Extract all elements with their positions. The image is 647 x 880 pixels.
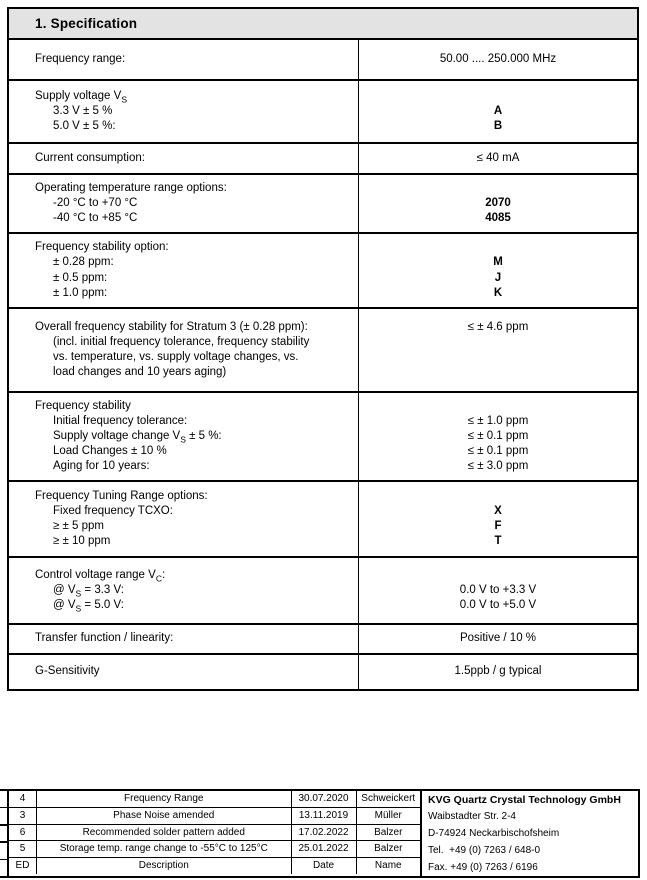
- company-address-block: [420, 791, 638, 876]
- revision-name: Balzer: [374, 843, 403, 855]
- spec-row-g-sensitivity: [9, 653, 637, 689]
- revision-row: [9, 791, 420, 807]
- revision-row: [9, 807, 420, 824]
- spec-label: Frequency Tuning Range options:: [35, 489, 208, 502]
- spec-value: ≤ ± 0.1 ppm: [467, 429, 529, 442]
- revision-date: 30.07.2020: [292, 791, 357, 807]
- spec-label: Current consumption:: [35, 151, 145, 164]
- spec-row-frequency-stability: [9, 391, 637, 480]
- spec-value-code: M: [493, 256, 503, 269]
- revision-ed: 3: [9, 808, 37, 824]
- spec-label: G-Sensitivity: [35, 665, 100, 678]
- revision-table: [7, 789, 640, 878]
- spec-value: ≤ ± 3.0 ppm: [467, 460, 529, 473]
- spec-row-control-voltage-range: [9, 556, 637, 623]
- spec-label: Operating temperature range options:: [35, 181, 227, 194]
- revision-ed: 6: [9, 825, 37, 841]
- spec-sublabel: (incl. initial frequency tolerance, frequency stability: [53, 335, 310, 348]
- revision-header-row: [9, 857, 420, 874]
- spec-sublabel: -20 °C to +70 °C: [53, 196, 138, 209]
- spec-value: 1.5ppb / g typical: [454, 665, 542, 678]
- revision-name: Schweickert: [361, 793, 416, 804]
- spec-sublabel: ± 0.28 ppm:: [53, 256, 114, 269]
- edge-line: [0, 876, 8, 878]
- spec-label: Frequency stability: [35, 399, 131, 412]
- spec-value-code: 4085: [485, 212, 511, 225]
- spec-value-code: A: [493, 104, 503, 117]
- revision-row: [9, 840, 420, 857]
- revision-row: [9, 824, 420, 841]
- spec-sublabel: Load Changes ± 10 %: [53, 445, 167, 458]
- revision-date: 17.02.2022: [292, 825, 357, 841]
- spec-row-current-consumption: [9, 142, 637, 173]
- spec-value-code: X: [494, 504, 502, 517]
- revision-ed: 4: [9, 791, 37, 807]
- spec-sublabel: ≥ ± 10 ppm: [53, 535, 111, 548]
- spec-value: ≤ 40 mA: [476, 151, 520, 164]
- edge-line: [0, 807, 8, 809]
- spec-row-overall-frequency-stability: [9, 307, 637, 391]
- revision-date: 25.01.2022: [292, 841, 357, 857]
- spec-value: 0.0 V to +3.3 V: [459, 583, 537, 596]
- revision-ed-header: ED: [9, 858, 37, 874]
- company-street: Waibstadter Str. 2-4: [428, 811, 516, 823]
- spec-row-frequency-range: [9, 40, 637, 79]
- revision-date-header: Date: [292, 858, 357, 874]
- revision-name: Müller: [374, 809, 402, 821]
- revision-name-header: Name: [374, 860, 402, 872]
- edge-line: [0, 841, 8, 843]
- edge-line: [0, 859, 8, 861]
- edge-line: [0, 789, 8, 791]
- spec-value-code: K: [493, 286, 503, 299]
- spec-sublabel: Fixed frequency TCXO:: [53, 504, 173, 517]
- company-phone: Tel. +49 (0) 7263 / 648-0: [428, 844, 541, 856]
- spec-sublabel: -40 °C to +85 °C: [53, 212, 138, 225]
- spec-value: Positive / 10 %: [459, 632, 537, 645]
- spec-sublabel: 5.0 V ± 5 %:: [53, 120, 116, 133]
- spec-value: 0.0 V to +5.0 V: [459, 599, 537, 612]
- spec-label: Frequency stability option:: [35, 241, 169, 254]
- revision-description: Frequency Range: [37, 791, 292, 807]
- spec-value-code: T: [494, 535, 502, 548]
- spec-value-code: 2070: [485, 196, 511, 209]
- revision-description: Storage temp. range change to -55°C to 125°C: [37, 841, 292, 857]
- spec-value-code: J: [494, 271, 502, 284]
- spec-row-supply-voltage: [9, 79, 637, 142]
- spec-label: Transfer function / linearity:: [35, 632, 174, 645]
- spec-value: [359, 89, 637, 104]
- spec-sublabel: 3.3 V ± 5 %: [53, 104, 113, 117]
- spec-value-code: F: [494, 520, 502, 532]
- spec-value-code: B: [493, 120, 503, 133]
- spec-row-frequency-stability-option: [9, 232, 637, 307]
- spec-row-operating-temperature: [9, 173, 637, 232]
- spec-sublabel: Initial frequency tolerance:: [53, 414, 188, 427]
- revision-date: 13.11.2019: [292, 808, 357, 824]
- revision-name: Balzer: [374, 826, 403, 838]
- company-name: KVG Quartz Crystal Technology GmbH: [428, 794, 621, 807]
- revision-description: Recommended solder pattern added: [37, 825, 292, 841]
- spec-label: Supply voltage $V_S$: [35, 89, 127, 105]
- spec-sublabel: load changes and 10 years aging): [53, 366, 227, 379]
- spec-sublabel: @ $V_S = 5.0$ V:: [53, 599, 124, 614]
- revision-history: [9, 791, 420, 876]
- spec-sublabel: ± 1.0 ppm:: [53, 286, 108, 299]
- spec-value: ≤ ± 1.0 ppm: [467, 414, 529, 427]
- company-fax: Fax. +49 (0) 7263 / 6196: [428, 861, 538, 873]
- spec-row-frequency-tuning-range: [9, 480, 637, 556]
- specification-table: [7, 7, 639, 691]
- company-city: D-74924 Neckarbischofsheim: [428, 827, 560, 839]
- spec-value: [359, 181, 637, 196]
- spec-value: [359, 240, 637, 255]
- spec-value: ≤ ± 0.1 ppm: [467, 445, 529, 458]
- spec-value: ≤ ± 4.6 ppm: [467, 320, 529, 333]
- revision-description-header: Description: [37, 858, 292, 874]
- spec-sublabel: @ $V_S = 3.3$ V:: [53, 583, 124, 599]
- spec-label: Control voltage range $V_C$:: [35, 568, 166, 584]
- spec-value: 50.00 .... 250.000 MHz: [439, 52, 557, 65]
- spec-sublabel: ± 0.5 ppm:: [53, 271, 108, 284]
- spec-sublabel: vs. temperature, vs. supply voltage changes, vs.: [53, 351, 299, 363]
- revision-description: Phase Noise amended: [37, 808, 292, 824]
- spec-sublabel: ≥ ± 5 ppm: [53, 520, 104, 532]
- spec-label: Overall frequency stability for Stratum 3 (± 0.28 ppm):: [35, 320, 308, 333]
- spec-label: Frequency range:: [35, 52, 126, 65]
- spec-row-transfer-function: [9, 623, 637, 653]
- spec-sublabel: Supply voltage change $V_S \pm 5$ %:: [53, 429, 222, 445]
- spec-sublabel: Aging for 10 years:: [53, 460, 150, 473]
- edge-line: [0, 824, 8, 826]
- revision-ed: 5: [9, 841, 37, 857]
- section-title: 1. Specification: [9, 9, 637, 40]
